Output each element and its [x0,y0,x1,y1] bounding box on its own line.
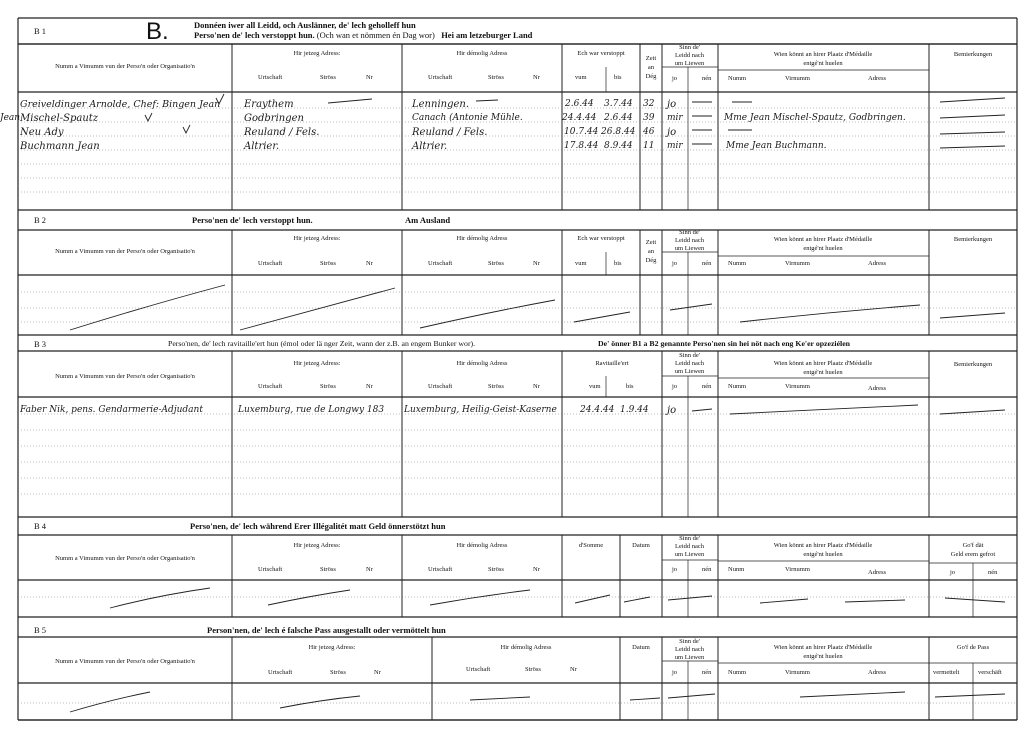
b2-zeit1: Zeit [645,239,657,246]
b1-row2-medaille: Mme Jean Mischel-Spautz, Godbringen. [724,113,906,123]
b3-row1-hir: Luxemburg, rue de Longwy 183 [238,405,385,415]
b5-liewen: um Liewen [674,654,705,661]
b1-medaille1: Wien könnt an hirer Plaatz d'Médaille [773,51,873,58]
b4-dem-urtschaft: Urtschaft [428,566,453,573]
b4-medaille1: Wien könnt an hirer Plaatz d'Médaille [773,542,873,549]
b4-jo: jo [672,566,678,573]
b3-dem-nr: Nr [533,383,540,390]
b2-bis: bis [614,260,622,267]
b1-zeit1: Zeit [645,55,657,62]
b3-row1-bis: 1.9.44 [620,405,649,415]
b1-med-numm: Numm [728,75,747,82]
b1-row3-bis: 26.8.44 [601,127,636,137]
b2-leidd: Leidd nach [674,237,705,244]
b3-leidd: Leidd nach [674,360,705,367]
b3-medaille2: entgé'nt huelen [803,369,843,376]
b1-row3-demolig: Reuland / Fels. [412,127,488,138]
b1-row3-name: Neu Ady [20,127,64,138]
b5-datum-strike [630,698,660,700]
header-line2-place: Hei am letzeburger Land [441,30,533,40]
b1-row4-demolig: Altrier. [412,141,448,152]
b2-verst-strike [574,312,630,322]
b3-demolig-header: Hir démolig Adress [456,360,508,367]
b5-demolig-header: Hir démolig Adress [500,644,552,651]
b4-gof2: Geld erem gefrot [950,551,996,558]
b3-ravit: Ravitaille'ert [595,360,629,367]
b4-gof-nen: nén [988,569,998,576]
b3-hir-nr: Nr [366,383,373,390]
b4-dem-stross: Ströss [488,566,504,573]
b1-zeit2: an [647,64,655,71]
b4-title: Perso'nen, de' lech während Erer Illégalitét matt Geld önnerstötzt hun [190,521,446,531]
b1-bemierkungen: Bemierkungen [953,51,993,58]
b3-row1-name: Faber Nik, pens. Gendarmerie-Adjudant [20,405,203,415]
b2-dem-nr: Nr [533,260,540,267]
b1-bis: bis [614,74,622,81]
b1-row1-hir-strike [328,99,372,103]
b5-title: Person'nen, de' lech é falsche Pass ausgestallt oder vermöttelt hun [207,625,446,635]
b4-label: B 4 [34,521,47,531]
b2-medaille1: Wien könnt an hirer Plaatz d'Médaille [773,236,873,243]
b2-bem-strike [940,313,1005,318]
b2-zeit2: an [647,248,655,255]
b1-row2-deg: 39 [643,113,655,123]
b4-med-numm: Nunm [728,566,745,573]
b1-zeit3: Dég [645,73,657,80]
header-line1: Donnéen iwer all Leidd, och Auslänner, de' lech geholleff hun [194,20,416,30]
b2-title2: Am Ausland [405,215,451,225]
b5-numm-header: Numm a Vimumm vun der Perso'n oder Organisatio'n [55,658,195,665]
b1-liewen: um Liewen [674,60,705,67]
b2-label: B 2 [34,215,47,225]
b1-medaille2: entgé'nt huelen [803,60,843,67]
b3-dem-urtschaft: Urtschaft [428,383,453,390]
b3-title2: De' önner B1 a B2 genannte Perso'nen sin hei nöt nach eng Ke'er opzeziélen [598,339,851,348]
b1-med-adress: Adress [868,75,887,82]
b3-bem-strike [940,410,1005,414]
b4-leidd: Leidd nach [674,543,705,550]
b1-row1-dem-strike [476,100,498,101]
b4-gof1: Go'f dät [962,542,984,549]
b1-row4-bis: 8.9.44 [604,141,633,151]
b3-row1-vum: 24.4.44 [580,405,615,415]
b5-gof-pass: Go'f de Pass [956,644,990,651]
b5-med-numm: Numm [728,669,747,676]
b3-row1-demolig: Luxemburg, Heilig-Geist-Kaserne [404,405,557,415]
b1-vum: vum [575,74,587,81]
b1-row2-bem-dash [940,115,1005,118]
b2-hir-nr: Nr [366,260,373,267]
b1-jo: jo [672,75,678,82]
b5-hir-urtschaft: Urtschaft [268,669,293,676]
b1-row4-name: Buchmann Jean [20,141,100,152]
b2-med-strike [740,305,920,322]
b1-row1-bem-dash [940,98,1005,102]
b1-leidd: Leidd nach [674,52,705,59]
header-line2-paren: (Och wan et nömmen én Dag wor) [316,30,435,40]
b2-jo: jo [672,260,678,267]
b2-zeit3: Dég [645,257,657,264]
b4-datum: Datum [632,542,650,549]
b1-row3-deg: 46 [643,127,655,137]
b5-med-adress: Adress [868,669,887,676]
b3-liewen: um Liewen [674,368,705,375]
b1-hir-header: Hir jetzeg Adress: [293,50,341,57]
b4-demolig-header: Hir démolig Adress [456,542,508,549]
b3-dem-stross: Ströss [488,383,504,390]
b1-numm-header: Numm a Vimumm vun der Perso'n oder Organisatio'n [55,63,195,70]
margin-note: Jean [0,113,21,123]
b3-vum: vum [589,383,601,390]
b3-hir-urtschaft: Urtschaft [258,383,283,390]
b4-med-adress: Adress [868,569,887,576]
b1-row3-bem-dash [940,132,1005,134]
b4-med2-strike [845,600,905,602]
b1-dem-stross: Ströss [488,74,504,81]
b3-title: Perso'nen, de' lech ravitaille'ert hun (émol oder lä nger Zeit, wann der z.B. an engem Bunker wor). [168,339,476,348]
b3-medaille1: Wien könnt an hirer Plaatz d'Médaille [773,360,873,367]
b1-row4-hir: Altrier. [244,141,280,152]
b2-med-numm: Numm [728,260,747,267]
b4-hir-urtschaft: Urtschaft [258,566,283,573]
b1-row2-jo: mir [667,113,683,123]
b1-sinn: Sinn de' [679,44,700,51]
b4-hir-header: Hir jetzeg Adress: [293,542,341,549]
b2-verstoppt: Ech war verstoppt [577,235,625,242]
b4-hir-strike [268,590,350,605]
b1-label: B 1 [34,26,47,36]
b3-med-adress: Adress [868,385,887,392]
b2-dem-stross: Ströss [488,260,504,267]
b1-hir-urtschaft: Urtschaft [258,74,283,81]
b5-label: B 5 [34,625,47,635]
b5-gof-strike [935,694,1005,697]
b1-demolig-header: Hir démolig Adress [456,50,508,57]
b1-row2-vum: 24.4.44 [562,113,597,123]
b3-numm-header: Numm a Vimumm vun der Perso'n oder Organisatio'n [55,373,195,380]
b5-hir-strike [280,696,360,708]
b4-gof-jo: jo [950,569,956,576]
b1-row3-check [183,125,190,133]
b3-med-strike [730,405,918,414]
b1-hir-stross: Ströss [320,74,336,81]
b4-hir-nr: Nr [366,566,373,573]
b2-dem-strike [420,300,555,328]
b2-med-adress: Adress [868,260,887,267]
b3-jo: jo [672,383,678,390]
b3-med-virnumm: Virnumm [785,383,810,390]
b1-row1-deg: 32 [643,99,655,109]
b4-med1-strike [760,599,808,603]
form-letter: B. [146,18,169,45]
b1-row1-jo: jo [667,99,677,110]
b2-demolig-header: Hir démolig Adress [456,235,508,242]
b2-dem-urtschaft: Urtschaft [428,260,453,267]
b5-dem-nr: Nr [570,666,577,673]
b5-dem-urtschaft: Urtschaft [466,666,491,673]
b5-dem-strike [470,697,530,700]
b4-name-strike [110,588,210,608]
b1-row2-bis: 2.6.44 [604,113,633,123]
b3-bemierkungen: Bemierkungen [953,361,993,368]
b3-label: B 3 [34,339,47,349]
b3-nen: nén [702,383,712,390]
b4-datum-strike [624,597,650,602]
b1-row1-name: Greiveldinger Arnolde, Chef: Bingen Jean [20,99,221,110]
b1-row4-jo: mir [667,141,683,151]
b4-liewen: um Liewen [674,551,705,558]
b2-title: Perso'nen de' lech verstoppt hun. [192,215,313,225]
header-line2-main: Perso'nen de' lech verstoppt hun. [194,30,315,40]
b4-somme-strike [575,595,610,603]
b4-gof-strike [945,598,1005,602]
b1-row4-deg: 11 [643,141,655,151]
b1-row4-bem-dash [940,146,1005,148]
b5-datum: Datum [632,644,650,651]
b2-nen: nén [702,260,712,267]
b5-medaille1: Wien könnt an hirer Plaatz d'Médaille [773,644,873,651]
b4-somme: d'Somme [578,542,604,549]
b1-med-virnumm: Virnumm [785,75,810,82]
b5-med-strike [800,692,905,697]
b5-vermettelt: vermettelt [933,669,960,676]
b1-dem-urtschaft: Urtschaft [428,74,453,81]
b1-nen: nén [702,75,712,82]
b3-sinn: Sinn de' [679,352,700,359]
b5-jo: jo [672,669,678,676]
b3-hir-header: Hir jetzeg Adress: [293,360,341,367]
b1-row1-bis: 3.7.44 [604,99,633,109]
b4-med-virnumm: Virnumm [785,566,810,573]
b5-hir-nr: Nr [374,669,381,676]
header-line2 [194,31,532,40]
b4-sinn-strike [668,596,712,600]
b3-nen-dash [692,409,712,411]
b2-sinn: Sinn de' [679,229,700,236]
b1-row2-demolig: Canach (Antonie Mühle. [412,113,523,123]
b3-hir-stross: Ströss [320,383,336,390]
b3-bis: bis [626,383,634,390]
b2-liewen: um Liewen [674,245,705,252]
b2-medaille2: entgé'nt huelen [803,245,843,252]
b1-dem-nr: Nr [533,74,540,81]
b2-med-virnumm: Virnumm [785,260,810,267]
b5-medaille2: entgé'nt huelen [803,653,843,660]
b1-row3-vum: 10.7.44 [564,127,599,137]
b2-hir-strike [240,288,395,330]
b4-dem-nr: Nr [533,566,540,573]
b1-row2-check [145,113,152,121]
b5-dem-stross: Ströss [525,666,541,673]
b1-row3-jo: jo [667,127,677,138]
b2-hir-urtschaft: Urtschaft [258,260,283,267]
b2-sinn-strike [670,304,712,310]
b5-nen: nén [702,669,712,676]
b1-verstoppt: Ech war verstoppt [577,50,625,57]
b5-sinn: Sinn de' [679,638,700,645]
b2-hir-stross: Ströss [320,260,336,267]
b3-med-numm: Numm [728,383,747,390]
b3-row1-jo: jo [667,405,677,416]
b5-verschaft: verschäft [978,669,1002,676]
b5-hir-stross: Ströss [330,669,346,676]
b5-leidd: Leidd nach [674,646,705,653]
b5-name-strike [70,692,150,712]
b1-row3-hir: Reuland / Fels. [244,127,320,138]
b5-sinn-strike [668,694,715,698]
b1-row2-hir: Godbringen [244,113,304,124]
b2-bemierkungen: Bemierkungen [953,236,993,243]
b1-row1-vum: 2.6.44 [565,99,594,109]
b4-numm-header: Numm a Vimumm vun der Perso'n oder Organisatio'n [55,555,195,562]
b1-row4-vum: 17.8.44 [564,141,599,151]
b1-row1-demolig: Lenningen. [412,99,470,110]
b2-vum: vum [575,260,587,267]
b4-hir-stross: Ströss [320,566,336,573]
b2-hir-header: Hir jetzeg Adress: [293,235,341,242]
b4-dem-strike [430,590,530,605]
b4-nen: nén [702,566,712,573]
b4-medaille2: entgé'nt huelen [803,551,843,558]
b2-numm-header: Numm a Vimumm vun der Perso'n oder Organisatio'n [55,248,195,255]
b5-hir-header: Hir jetzeg Adress: [308,644,356,651]
b1-row4-medaille: Mme Jean Buchmann. [726,141,827,151]
b1-hir-nr: Nr [366,74,373,81]
b5-med-virnumm: Virnumm [785,669,810,676]
b4-sinn: Sinn de' [679,535,700,542]
b1-row1-hir: Eraythem [244,99,294,110]
b1-row2-name: Mischel-Spautz [20,113,99,124]
